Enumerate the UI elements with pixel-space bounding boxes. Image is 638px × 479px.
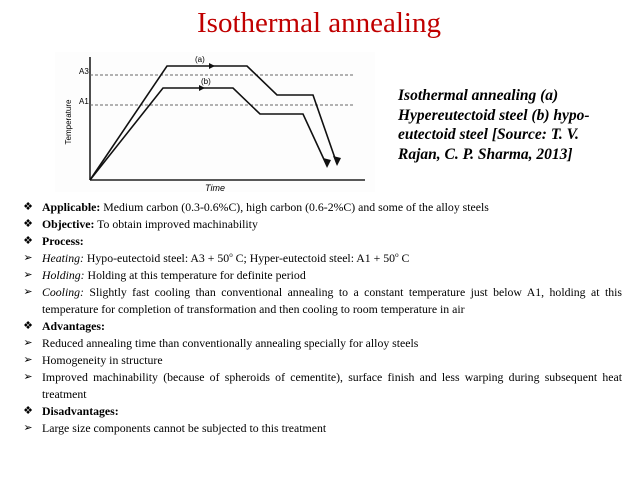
degree-sup: o (395, 251, 399, 260)
isothermal-annealing-diagram (55, 52, 375, 192)
diamond-bullet-icon: ❖ (23, 201, 33, 213)
bullet-label: Holding: (42, 268, 85, 282)
bullet-holding (20, 267, 622, 284)
bullet-heating (20, 250, 622, 267)
bullet-text: Large size components cannot be subjected to this treatment (42, 421, 327, 435)
bullet-label: Applicable: (42, 200, 101, 214)
bullet-label: Objective: (42, 217, 95, 231)
bullet-label: Heating: (42, 251, 84, 265)
bullet-text: Medium carbon (0.3-0.6%C), high carbon (0.6-2%C) and some of the alloy steels (100, 200, 489, 214)
bullet-homogeneity (20, 352, 622, 369)
bullet-machinability (20, 369, 622, 403)
bullet-advantages (20, 318, 622, 335)
arrow-bullet-icon: ➢ (23, 286, 33, 298)
curve-a (90, 66, 337, 180)
a1-label: A1 (79, 97, 89, 106)
bullet-text: Hypo-eutectoid steel: A3 + 50 (83, 251, 230, 265)
degree-sup: o (229, 251, 233, 260)
bullet-text: Improved machinability (because of spheroids of cementite), surface finish and less warping during subsequent heat treatment (42, 370, 622, 401)
bullet-label: Disadvantages: (42, 404, 119, 418)
bullet-process (20, 233, 622, 250)
y-axis-label: Temperature (64, 99, 73, 145)
bullet-applicable (20, 199, 622, 216)
figure-caption: Isothermal annealing (a) Hypereutectoid steel (b) hypo-eutectoid steel [Source: T. V. Rajan, C. P. Sharma, 2013] (398, 87, 590, 163)
bullet-reduced-time (20, 335, 622, 352)
bullet-text: Holding at this temperature for definite period (84, 268, 306, 282)
curve-a-label: (a) (195, 55, 205, 64)
a3-label: A3 (79, 67, 89, 76)
bullet-label: Process: (42, 234, 84, 248)
curve-b (90, 88, 327, 180)
bullet-text-after: C; Hyper-eutectoid steel: A1 + 50 (232, 251, 396, 265)
curve-b-arrowhead (323, 158, 331, 168)
diamond-bullet-icon: ❖ (23, 218, 33, 230)
bullet-list (20, 199, 622, 437)
curve-a-hold-arrow (209, 63, 215, 69)
bullet-label: Cooling: (42, 285, 84, 299)
bullet-text: Slightly fast cooling than conventional annealing to a constant temperature just below A1, holding at this temperature for completion of transformation and then cooling to room temperature in air (42, 285, 622, 316)
arrow-bullet-icon: ➢ (23, 269, 33, 281)
bullet-label: Advantages: (42, 319, 105, 333)
diamond-bullet-icon: ❖ (23, 320, 33, 332)
arrow-bullet-icon: ➢ (23, 337, 33, 349)
bullet-disadvantages (20, 403, 622, 420)
diagram-svg (55, 52, 375, 192)
bullet-cooling (20, 284, 622, 318)
bullet-text: Homogeneity in structure (42, 353, 163, 367)
x-axis-label: Time (205, 183, 225, 192)
bullet-text-end: C (398, 251, 410, 265)
arrow-bullet-icon: ➢ (23, 354, 33, 366)
diamond-bullet-icon: ❖ (23, 235, 33, 247)
arrow-bullet-icon: ➢ (23, 252, 33, 264)
arrow-bullet-icon: ➢ (23, 371, 33, 383)
curve-a-arrowhead (333, 156, 341, 166)
bullet-large-components (20, 420, 622, 437)
bullet-text: Reduced annealing time than conventionally annealing specially for alloy steels (42, 336, 419, 350)
arrow-bullet-icon: ➢ (23, 422, 33, 434)
diamond-bullet-icon: ❖ (23, 405, 33, 417)
curve-b-label: (b) (201, 77, 211, 86)
bullet-text: To obtain improved machinability (94, 217, 258, 231)
slide-title: Isothermal annealing (197, 7, 441, 39)
bullet-objective (20, 216, 622, 233)
